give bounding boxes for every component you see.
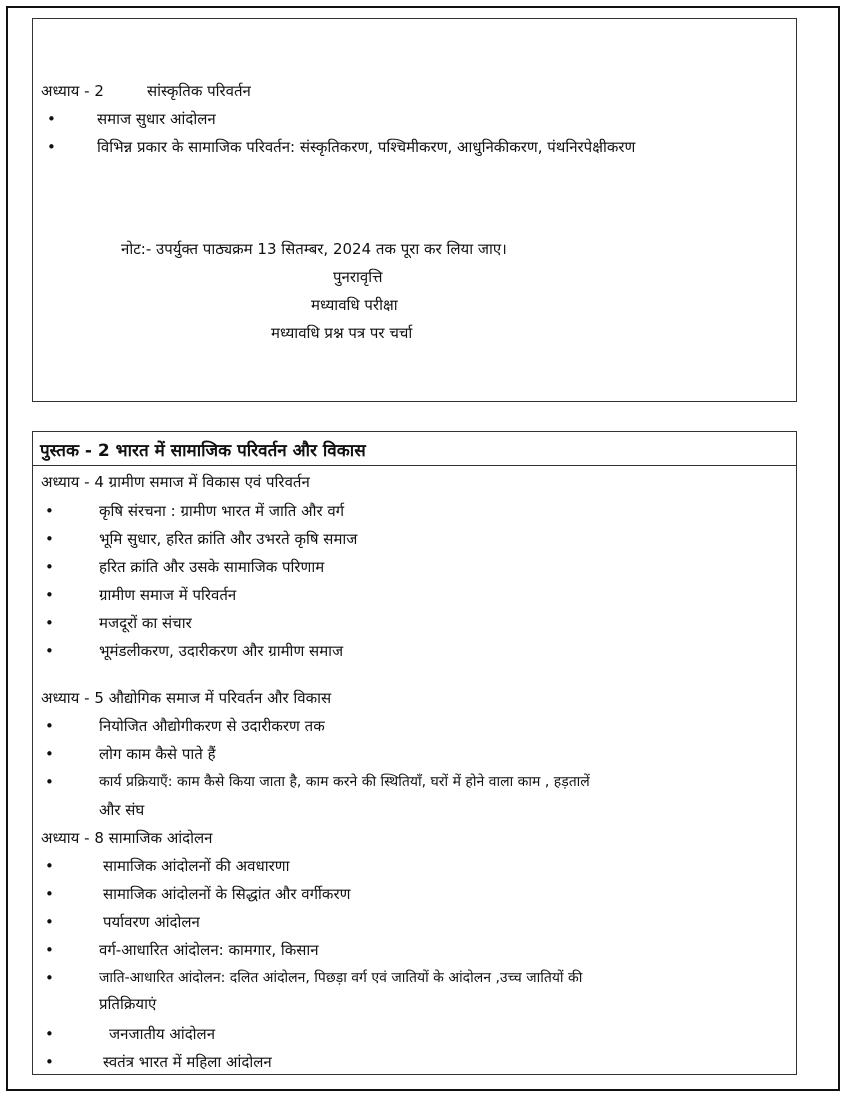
- list-item: जनजातीय आंदोलन: [109, 1025, 216, 1043]
- chapter-heading: अध्याय - 8 सामाजिक आंदोलन: [41, 829, 213, 847]
- list-item: ग्रामीण समाज में परिवर्तन: [99, 586, 237, 604]
- list-item: कार्य प्रक्रियाएँ: काम कैसे किया जाता है, काम करने की स्थितियाँ, घरों में होने वाला काम , हड़तालें: [99, 774, 590, 790]
- list-item: समाज सुधार आंदोलन: [97, 110, 216, 128]
- book-title-row: [33, 432, 796, 466]
- bullet: •: [45, 773, 54, 791]
- bullet: •: [45, 885, 54, 903]
- chapter-label: अध्याय - 2: [41, 82, 104, 100]
- bullet: •: [45, 586, 54, 604]
- list-item: विभिन्न प्रकार के सामाजिक परिवर्तन: संस्कृतिकरण, पश्चिमीकरण, आधुनिकीकरण, पंथनिरपेक्षीकरण: [97, 138, 636, 156]
- book-title: पुस्तक - 2 भारत में सामाजिक परिवर्तन और विकास: [40, 441, 366, 461]
- bullet: •: [45, 642, 54, 660]
- list-item: भूमंडलीकरण, उदारीकरण और ग्रामीण समाज: [99, 642, 344, 660]
- bullet: •: [45, 941, 54, 959]
- bullet: •: [45, 558, 54, 576]
- bullet: •: [47, 110, 56, 128]
- list-item: स्वतंत्र भारत में महिला आंदोलन: [103, 1053, 272, 1071]
- bullet: •: [45, 530, 54, 548]
- chapter-heading: अध्याय - 4 ग्रामीण समाज में विकास एवं परिवर्तन: [41, 473, 310, 491]
- bullet: •: [45, 745, 54, 763]
- list-item: मजदूरों का संचार: [99, 614, 192, 632]
- bullet: •: [45, 969, 54, 987]
- list-item: सामाजिक आंदोलनों के सिद्धांत और वर्गीकरण: [103, 885, 351, 903]
- bullet: •: [45, 1053, 54, 1071]
- revision-text: पुनरावृत्ति: [333, 268, 383, 286]
- list-item-continuation: प्रतिक्रियाएं: [99, 995, 157, 1013]
- bullet: •: [47, 138, 56, 156]
- list-item: भूमि सुधार, हरित क्रांति और उभरते कृषि समाज: [99, 530, 358, 548]
- chapter-title: सांस्कृतिक परिवर्तन: [147, 82, 251, 100]
- list-item: वर्ग-आधारित आंदोलन: कामगार, किसान: [99, 941, 319, 959]
- discussion-text: मध्यावधि प्रश्न पत्र पर चर्चा: [271, 324, 413, 342]
- bullet: •: [45, 717, 54, 735]
- bullet: •: [45, 1025, 54, 1043]
- list-item-continuation: और संघ: [99, 801, 145, 819]
- bullet: •: [45, 913, 54, 931]
- note-text: नोट:- उपर्युक्त पाठ्यक्रम 13 सितम्बर, 2024 तक पूरा कर लिया जाए।: [121, 240, 507, 258]
- list-item: नियोजित औद्योगीकरण से उदारीकरण तक: [99, 717, 325, 735]
- section-box-2: [32, 431, 797, 1075]
- list-item: जाति-आधारित आंदोलन: दलित आंदोलन, पिछड़ा वर्ग एवं जातियों के आंदोलन ,उच्च जातियों की: [99, 970, 583, 986]
- bullet: •: [45, 614, 54, 632]
- list-item: सामाजिक आंदोलनों की अवधारणा: [103, 857, 290, 875]
- list-item: लोग काम कैसे पाते हैं: [99, 745, 216, 763]
- chapter-heading: अध्याय - 5 औद्योगिक समाज में परिवर्तन और विकास: [41, 689, 332, 707]
- list-item: पर्यावरण आंदोलन: [103, 913, 200, 931]
- bullet: •: [45, 502, 54, 520]
- list-item: हरित क्रांति और उसके सामाजिक परिणाम: [99, 558, 325, 576]
- section-box-1: [32, 18, 797, 402]
- bullet: •: [45, 857, 54, 875]
- exam-text: मध्यावधि परीक्षा: [311, 296, 398, 314]
- list-item: कृषि संरचना : ग्रामीण भारत में जाति और वर्ग: [99, 502, 345, 520]
